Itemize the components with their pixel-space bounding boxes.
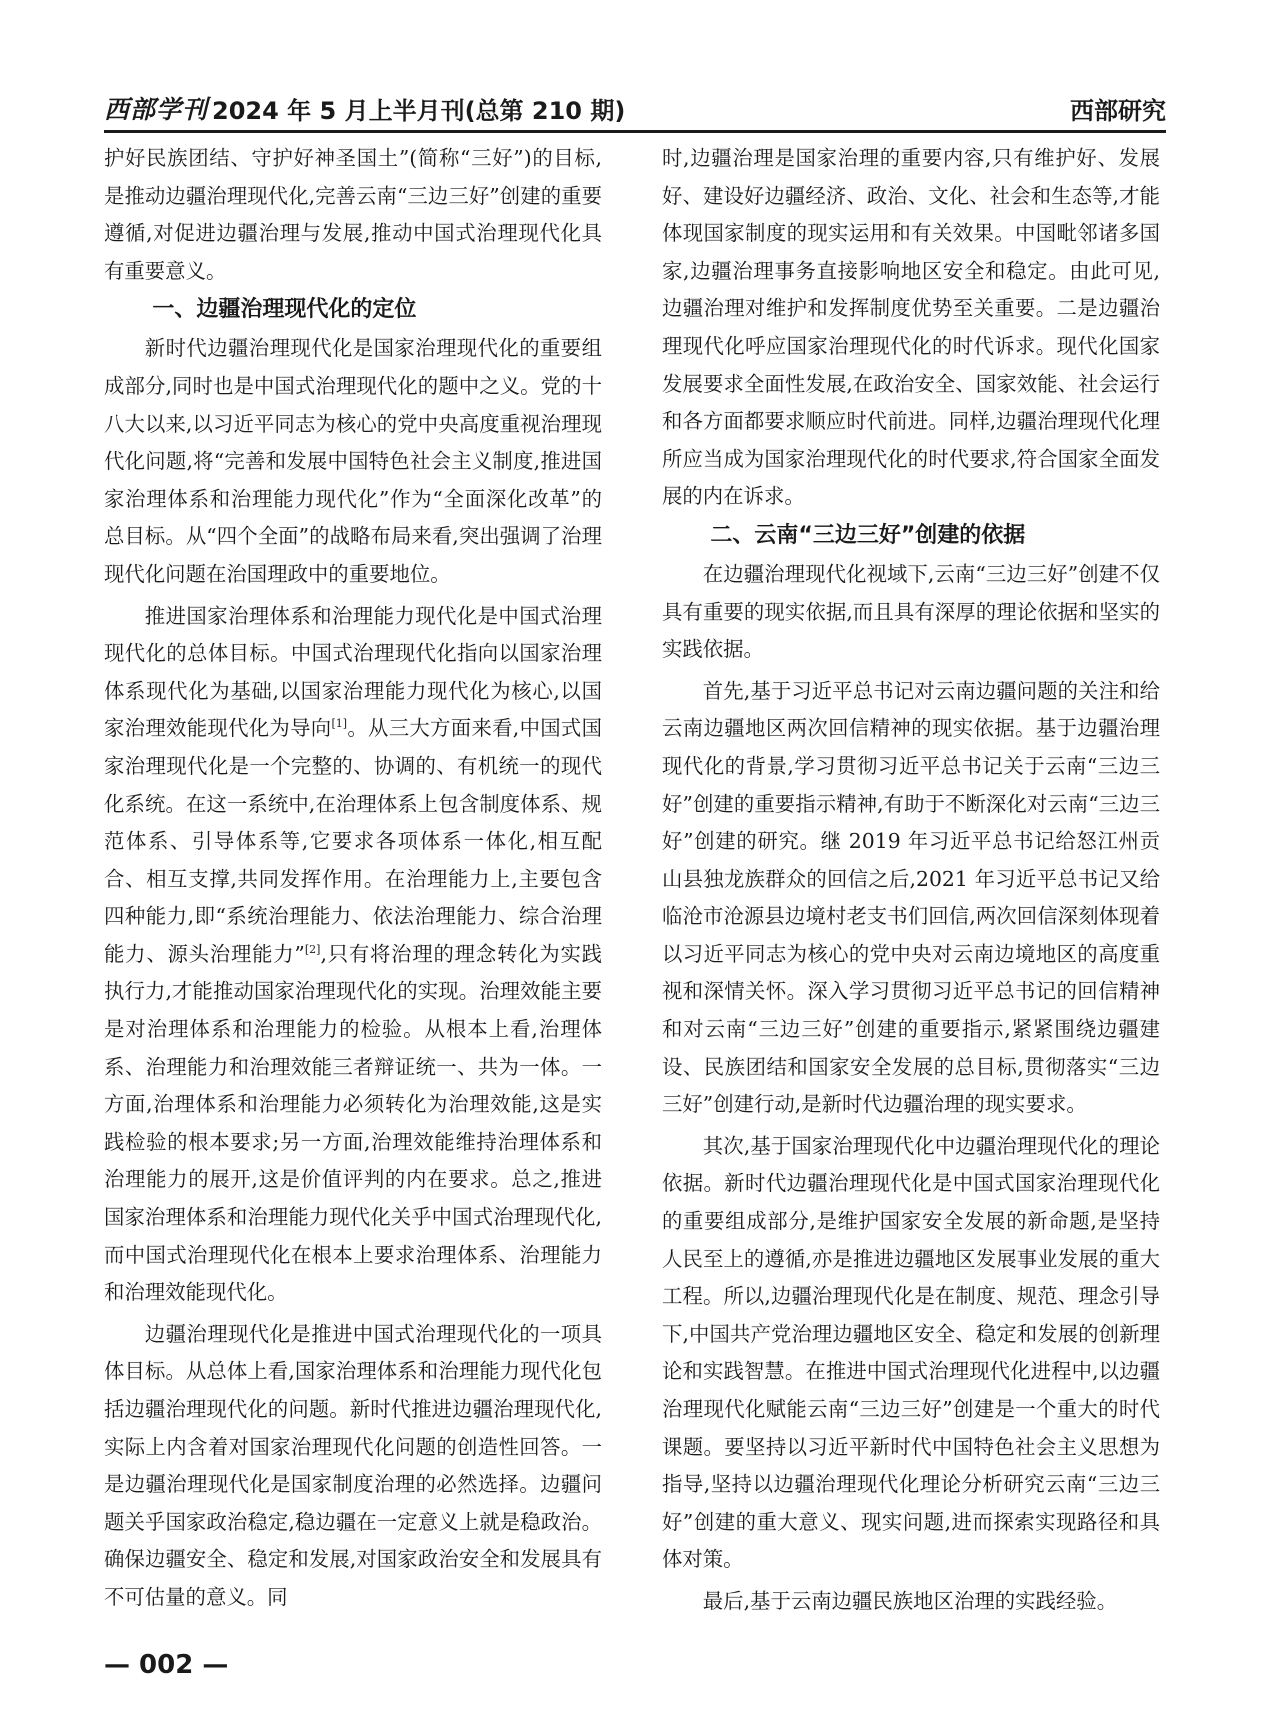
paragraph-text: ,只有将治理的理念转化为实践执行力,才能推动国家治理现代化的实现。治理效能主要是对治理体系和治理能力的检验。从根本上看,治理体系、治理能力和治理效能三者辩证统一、共为一体。一方面,治理体系和治理能力必须转化为治理效能,这是实践检验的根本要求;另一方面,治理效能维持治理体系和治理能力的展开,这是价值评判的内在要求。总之,推进国家治理体系和治理能力现代化关乎中国式治理现代化,而中国式治理现代化在根本上要求治理体系、治理能力和治理效能现代化。 [104,941,602,1305]
paragraph: 时,边疆治理是国家治理的重要内容,只有维护好、发展好、建设好边疆经济、政治、文化、社会和生态等,才能体现国家制度的现实运用和有关效果。中国毗邻诸多国家,边疆治理事务直接影响地区安全和稳定。由此可见,边疆治理对维护和发挥制度优势至关重要。二是边疆治理现代化呼应国家治理现代化的时代诉求。现代化国家发展要求全面性发展,在政治安全、国家效能、社会运行和各方面都要求顺应时代前进。同样,边疆治理现代化理所应当成为国家治理现代化的时代要求,符合国家全面发展的内在诉求。 [662,146,1160,509]
section-name: 西部研究 [1070,97,1166,125]
paragraph: 首先,基于习近平总书记对云南边疆问题的关注和给云南边疆地区两次回信精神的现实依据。基于边疆治理现代化的背景,学习贯彻习近平总书记关于云南“三边三好”创建的重要指示精神,有助于不断深化对云南“三边三好”创建的研究。继 2019 年习近平总书记给怒江州贡山县独龙族群众的回信之后,2021 年习近平总书记又给临沧市沧源县边境村老支书们回信,两次回信深刻体现着以习近平同志为核心的党中央对云南边境地区的高度重视和深情关怀。深入学习贯彻习近平总书记的回信精神和对云南“三边三好”创建的重要指示,紧紧围绕边疆建设、民族团结和国家安全发展的总目标,贯彻落实“三边三好”创建行动,是新时代边疆治理的现实要求。 [662,678,1160,1117]
issue-info: 2024 年 5 月上半月刊(总第 210 期) [212,97,626,125]
section-heading-2: 二、云南“三边三好”创建的依据 [710,522,1026,548]
right-column [662,140,1160,1621]
paragraph-text: 。从三大方面来看,中国式国家治理现代化是一个完整的、协调的、有机统一的现代化系统。在这一系统中,在治理体系上包含制度体系、规范体系、引导体系等,它要求各项体系一体化,相互配合、相互支撑,共同发挥作用。在治理能力上,主要包含四种能力,即“系统治理能力、依法治理能力、综合治理能力、源头治理能力” [104,716,603,966]
paragraph: 其次,基于国家治理现代化中边疆治理现代化的理论依据。新时代边疆治理现代化是中国式国家治理现代化的重要组成部分,是维护国家安全发展的新命题,是坚持人民至上的遵循,亦是推进边疆地区发展事业发展的重大工程。所以,边疆治理现代化是在制度、规范、理念引导下,中国共产党治理边疆地区安全、稳定和发展的创新理论和实践智慧。在推进中国式治理现代化进程中,以边疆治理现代化赋能云南“三边三好”创建是一个重大的时代课题。要坚持以习近平新时代中国特色社会主义思想为指导,坚持以边疆治理现代化理论分析研究云南“三边三好”创建的重大意义、现实问题,进而探索实现路径和具体对策。 [662,1133,1160,1572]
running-header [104,86,1166,133]
paragraph: 护好民族团结、守护好神圣国土”(简称“三好”)的目标,是推动边疆治理现代化,完善云南“三边三好”创建的重要遵循,对促进边疆治理与发展,推动中国式治理现代化具有重要意义。 [104,146,602,283]
left-column [104,140,602,1617]
paragraph-text: 推进国家治理体系和治理能力现代化是中国式治理现代化的总体目标。中国式治理现代化指向以国家治理体系现代化为基础,以国家治理能力现代化为核心,以国家治理效能现代化为导向 [104,603,602,741]
paragraph: 边疆治理现代化是推进中国式治理现代化的一项具体目标。从总体上看,国家治理体系和治理能力现代化包括边疆治理现代化的问题。新时代推进边疆治理现代化,实际上内含着对国家治理现代化问题的创造性回答。一是边疆治理现代化是国家制度治理的必然选择。边疆问题关乎国家政治稳定,稳边疆在一定意义上就是稳政治。确保边疆安全、稳定和发展,对国家政治安全和发展具有不可估量的意义。同 [104,1321,602,1609]
citation-1: [1] [331,717,348,731]
section-heading-1: 一、边疆治理现代化的定位 [152,297,417,323]
citation-2: [2] [304,943,321,957]
page-number: — 002 — [104,1650,229,1680]
paragraph [104,598,602,1312]
header-left [104,90,625,126]
journal-logo: 西部学刊 [104,95,209,124]
paragraph: 新时代边疆治理现代化是国家治理现代化的重要组成部分,同时也是中国式治理现代化的题中之义。党的十八大以来,以习近平同志为核心的党中央高度重视治理现代化问题,将“完善和发展中国特色社会主义制度,推进国家治理体系和治理能力现代化”作为“全面深化改革”的总目标。从“四个全面”的战略布局来看,突出强调了治理现代化问题在治国理政中的重要地位。 [104,336,602,586]
paragraph: 最后,基于云南边疆民族地区治理的实践经验。 [702,1588,1118,1613]
paragraph: 在边疆治理现代化视域下,云南“三边三好”创建不仅具有重要的现实依据,而且具有深厚的理论依据和坚实的实践依据。 [662,561,1160,662]
